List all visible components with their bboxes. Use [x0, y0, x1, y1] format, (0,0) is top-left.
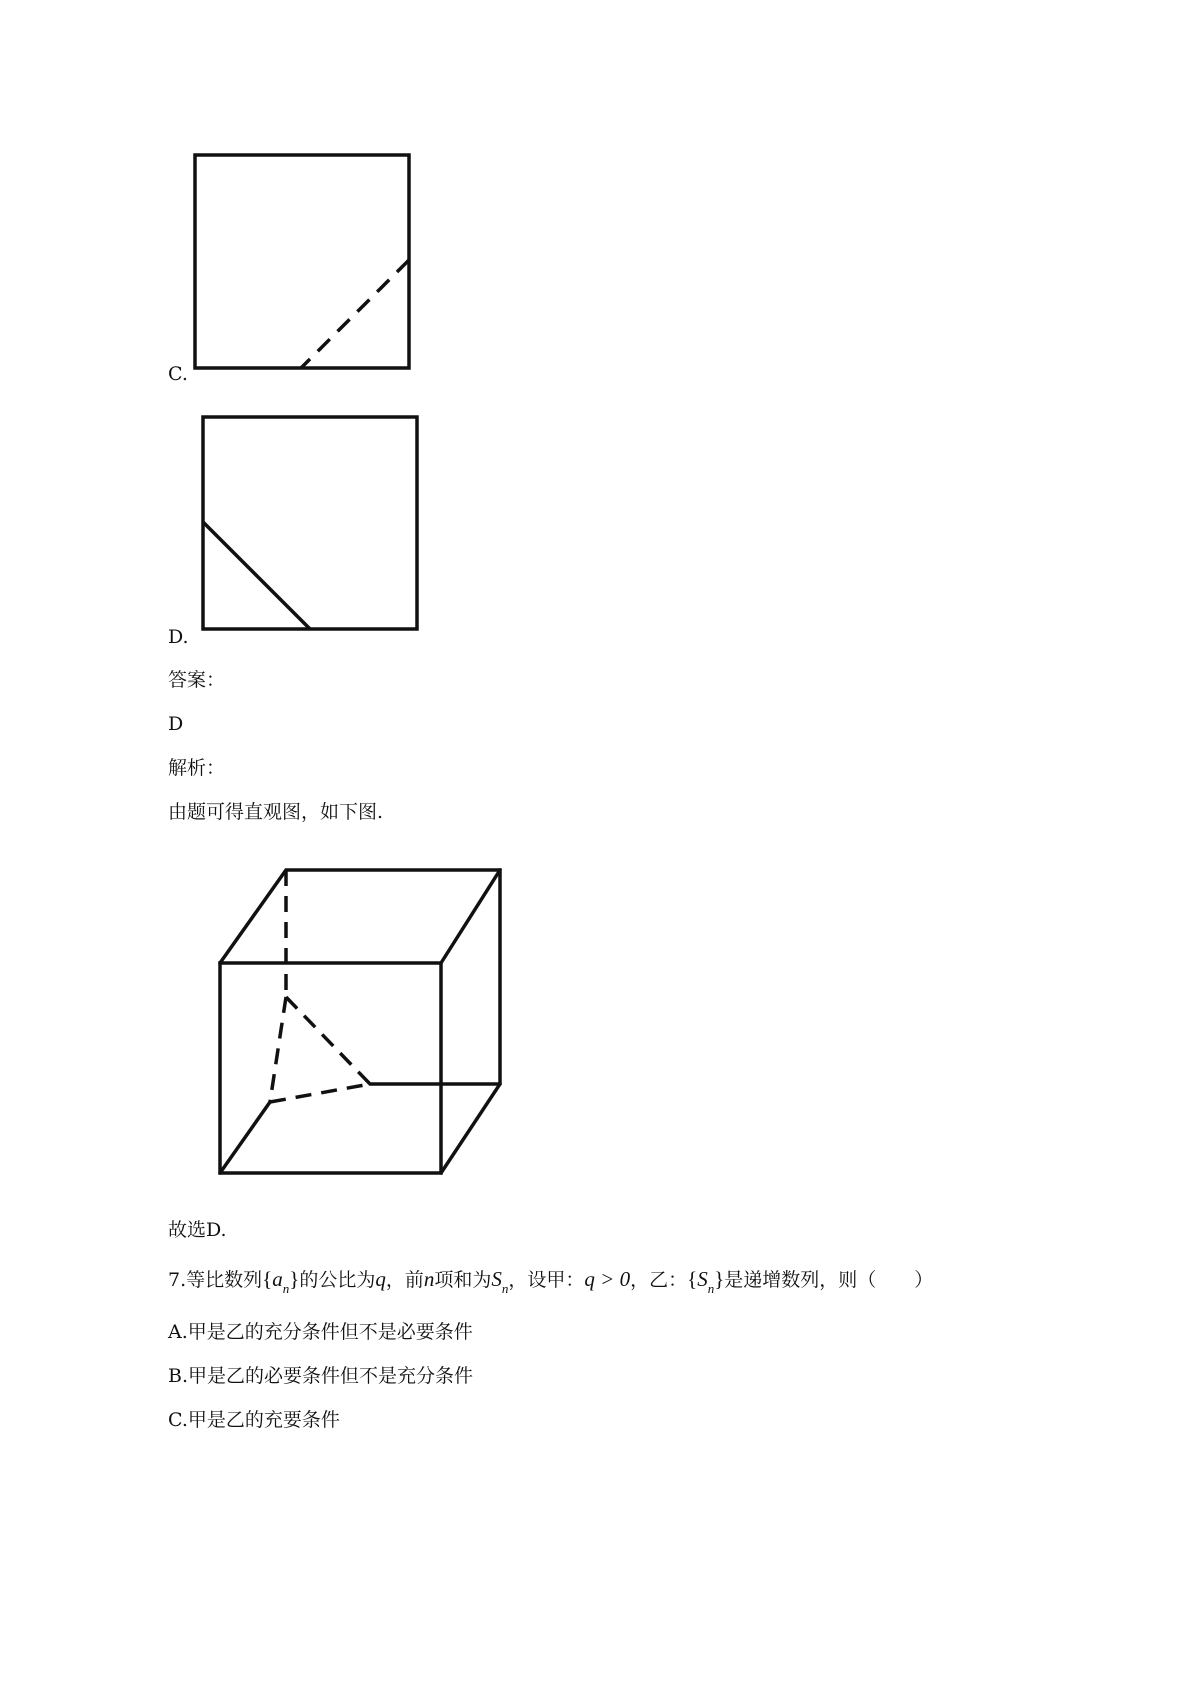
question-7-option-a: A.甲是乙的充分条件但不是必要条件 — [168, 1321, 473, 1343]
condition-jia: q > 0 — [584, 1267, 631, 1291]
option-c-label: C. — [168, 363, 188, 385]
question-7-option-c: C.甲是乙的充要条件 — [168, 1409, 340, 1431]
sequence-term-a: a — [272, 1267, 283, 1291]
cube-front-left-diagonal — [220, 1102, 270, 1173]
question-number: 7. — [168, 1269, 187, 1291]
cube-back-edges — [220, 870, 500, 1173]
question-7-option-b: B.甲是乙的必要条件但不是充分条件 — [168, 1365, 474, 1387]
cube-hidden-triangle-bottom — [270, 1084, 370, 1102]
ratio-q: q — [375, 1267, 386, 1291]
answer-value: D — [168, 713, 184, 735]
sum-S: S — [491, 1267, 502, 1291]
analysis-text: 由题可得直观图，如下图. — [168, 801, 384, 823]
cube-front-face — [220, 963, 441, 1173]
option-c-square — [195, 155, 409, 368]
cube-hidden-triangle-right — [286, 997, 370, 1084]
conclusion: 故选D. — [168, 1219, 227, 1241]
option-d-label: D. — [168, 626, 189, 648]
question-7-stem: 7.等比数列$\{a_n\}$的公比为q，前n项和为$S_n$，设甲：q > 0，乙：$\{S_n\}$是递增数列，则（ ） — [168, 1267, 934, 1296]
option-c-dashed-line — [301, 260, 409, 368]
option-d-solid-line — [203, 522, 310, 629]
cube-top-right-edge — [441, 870, 500, 963]
option-d-square — [203, 417, 417, 629]
cube-hidden-triangle-left — [270, 997, 286, 1102]
analysis-heading: 解析： — [168, 757, 226, 779]
option-d-figure — [198, 412, 428, 637]
option-c-figure — [190, 150, 420, 375]
answer-heading: 答案： — [168, 669, 226, 691]
cube-figure — [210, 862, 510, 1182]
